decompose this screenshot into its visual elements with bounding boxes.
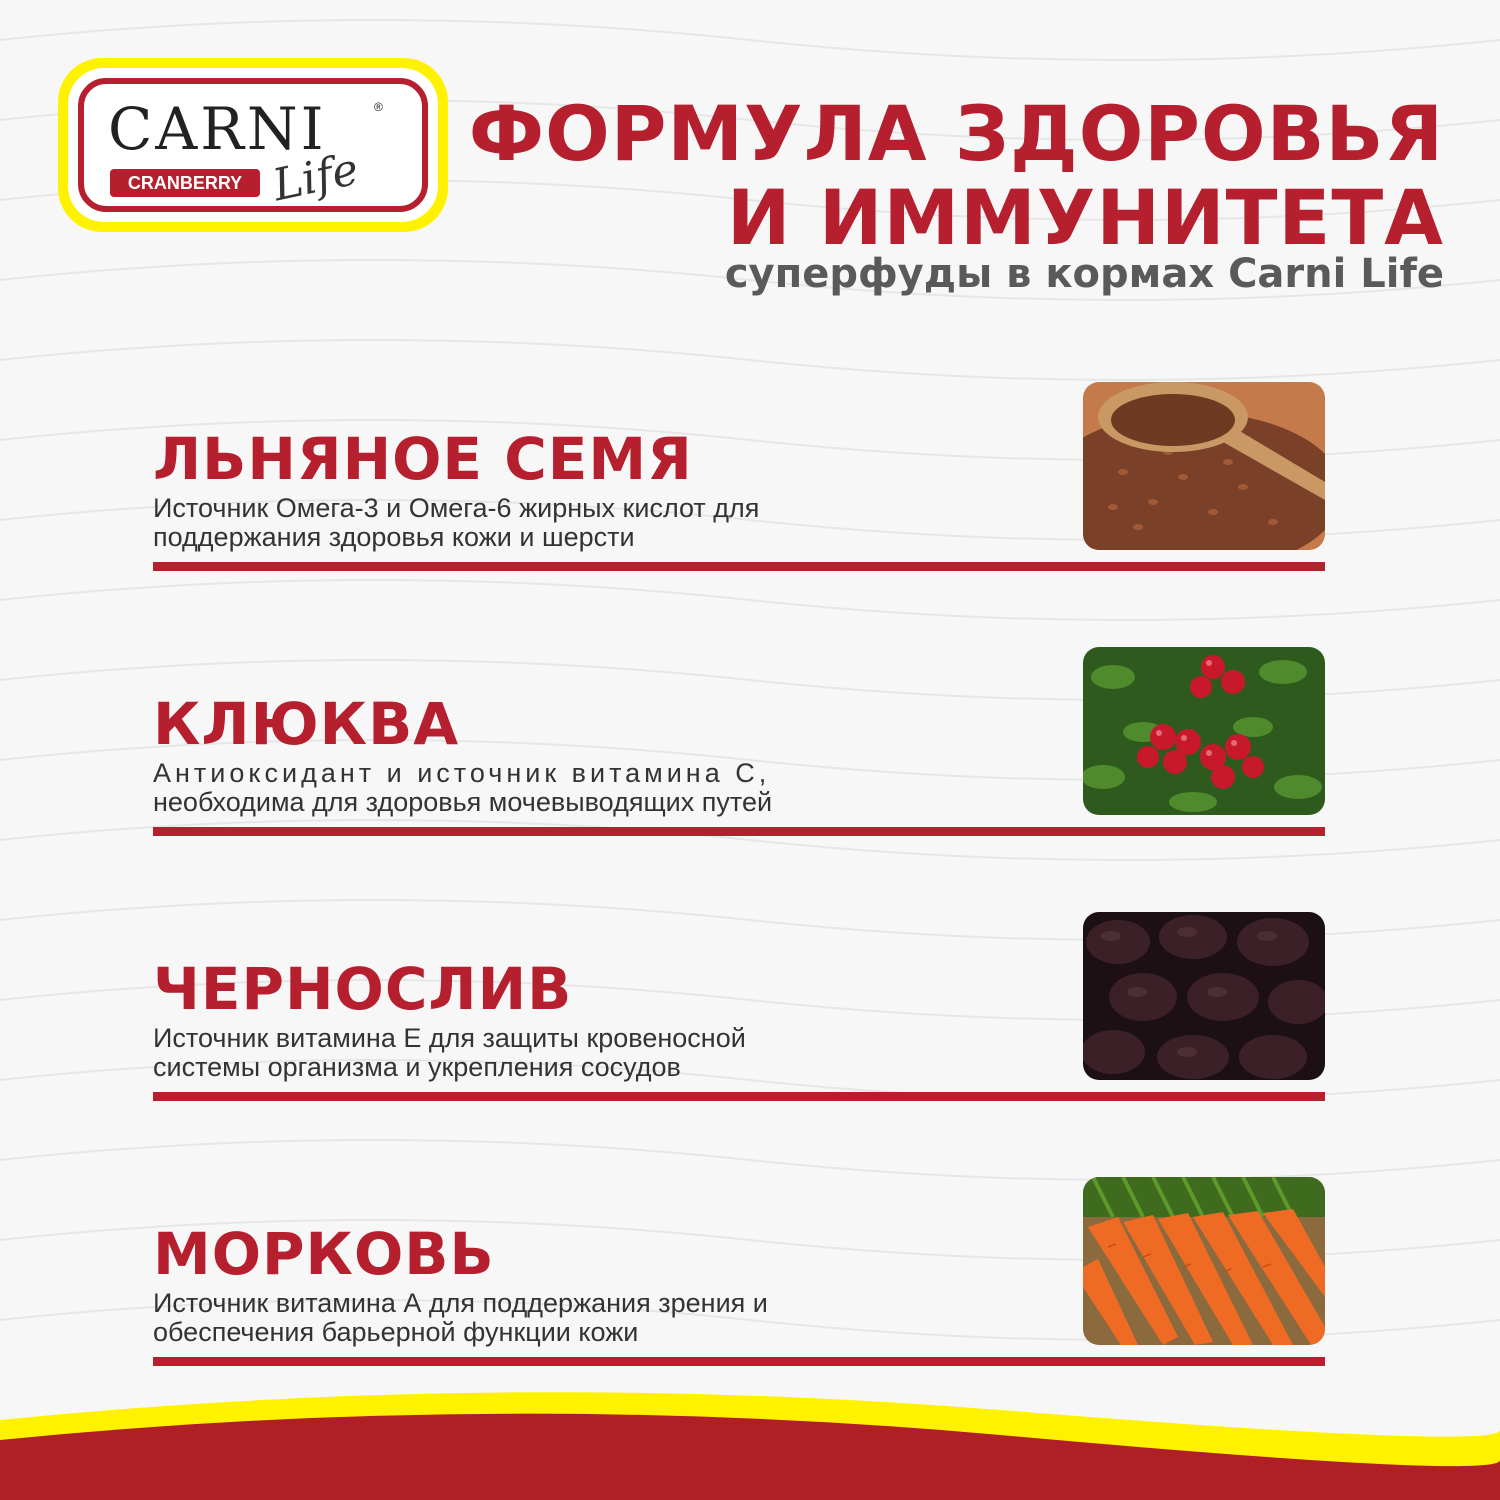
logo-badge: CRANBERRY <box>110 169 260 197</box>
ingredient-item-flax <box>153 382 1325 572</box>
ingredient-title: МОРКОВЬ <box>153 1220 495 1288</box>
carrots-photo <box>1083 1177 1325 1345</box>
logo-brand-name: CARNI <box>108 95 327 163</box>
prunes-photo <box>1083 912 1325 1080</box>
ingredient-item-carrots <box>153 1177 1325 1367</box>
flax-seeds-photo <box>1083 382 1325 550</box>
divider-line <box>153 1092 1325 1101</box>
description-line: Источник витамина Е для защиты кровеносной <box>153 1023 746 1053</box>
description-line: Источник витамина А для поддержания зрения и <box>153 1288 768 1318</box>
divider-line <box>153 827 1325 836</box>
ingredient-item-cranberry <box>153 647 1325 837</box>
ingredient-title: ЛЬНЯНОЕ СЕМЯ <box>153 425 693 493</box>
title-line-1: ФОРМУЛА ЗДОРОВЬЯ <box>468 89 1444 178</box>
logo-script: Life <box>268 143 363 212</box>
bottom-wave-decoration <box>0 1380 1500 1500</box>
description-line: системы организма и укрепления сосудов <box>153 1052 681 1082</box>
logo-inner <box>68 68 438 222</box>
ingredient-item-prunes <box>153 912 1325 1102</box>
description-line: поддержания здоровья кожи и шерсти <box>153 522 635 552</box>
page-title <box>444 89 1444 262</box>
description-line: необходима для здоровья мочевыводящих путей <box>153 787 773 817</box>
description-line: обеспечения барьерной функции кожи <box>153 1317 639 1347</box>
title-line-2: И ИММУНИТЕТА <box>726 173 1444 262</box>
cranberry-photo <box>1083 647 1325 815</box>
ingredient-title: КЛЮКВА <box>153 690 460 758</box>
ingredient-description <box>153 1289 923 1347</box>
logo-registered-mark: ® <box>374 100 383 114</box>
ingredient-description <box>153 494 923 552</box>
divider-line <box>153 1357 1325 1366</box>
ingredient-title: ЧЕРНОСЛИВ <box>153 955 573 1023</box>
description-line: Источник Омега-3 и Омега-6 жирных кислот для <box>153 493 760 523</box>
divider-line <box>153 562 1325 571</box>
page-subtitle: суперфуды в кормах Carni Life <box>724 251 1444 297</box>
description-line: Антиоксидант и источник витамина С, <box>153 758 771 788</box>
brand-logo <box>58 58 448 232</box>
ingredient-description <box>153 759 923 817</box>
ingredient-description <box>153 1024 923 1082</box>
